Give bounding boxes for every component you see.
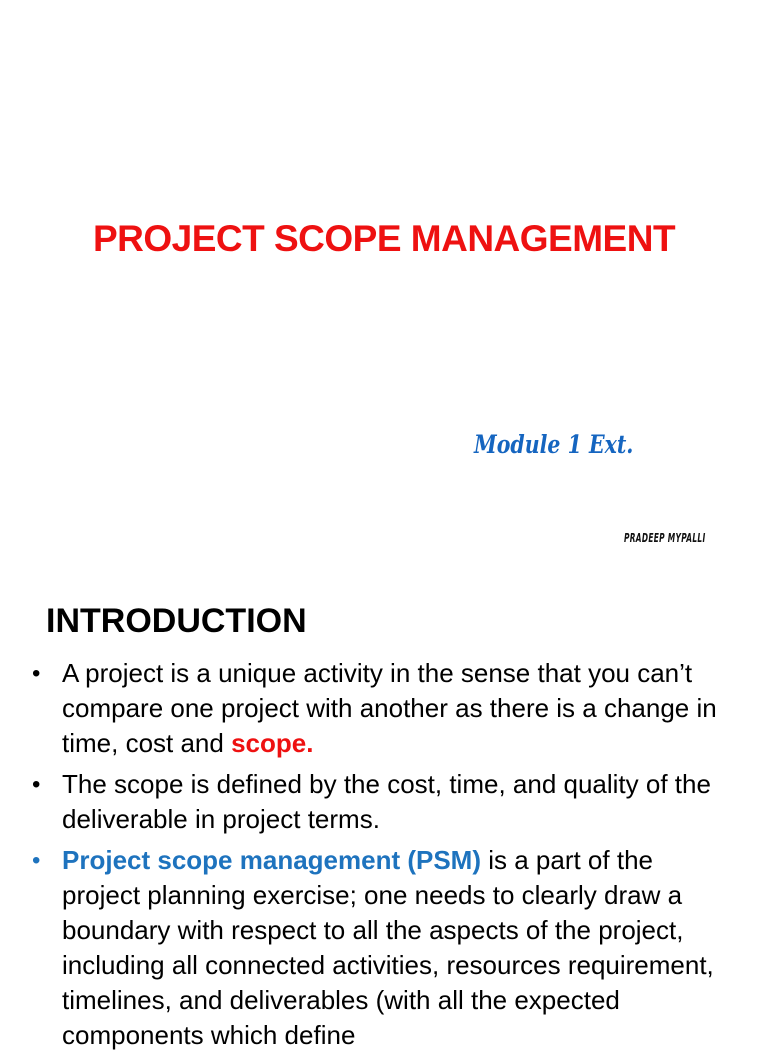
bullet-text: A project is a unique activity in the sense that you can’t compare one project with another as there is a change in time, cost and [62, 658, 717, 758]
bullet-icon: • [32, 660, 41, 687]
module-subtitle: Module 1 Ext. [474, 430, 634, 459]
highlight-text: scope. [231, 728, 314, 758]
bullet-icon: • [32, 771, 41, 798]
section-heading: INTRODUCTION [46, 602, 307, 640]
bullet-text: is a part of the project planning exercise; one needs to clearly draw a boundary with respect to all the aspects of the project, including all connected activities, resources requirement, timelines, and deliverables (with all the expected components which define [62, 845, 714, 1050]
slide-title: PROJECT SCOPE MANAGEMENT [92, 218, 676, 259]
bullet-item [0, 843, 768, 1053]
introduction-slide [0, 576, 768, 1050]
author-name: PRADEEP MYPALLI [624, 531, 706, 545]
bullet-text: The scope is defined by the cost, time, and quality of the deliverable in project terms. [62, 769, 711, 834]
bullet-item [0, 767, 768, 837]
bullet-icon: • [32, 847, 41, 874]
bullet-item [0, 656, 768, 761]
highlight-text: Project scope management (PSM) [62, 845, 481, 875]
bullet-list [0, 656, 768, 1059]
